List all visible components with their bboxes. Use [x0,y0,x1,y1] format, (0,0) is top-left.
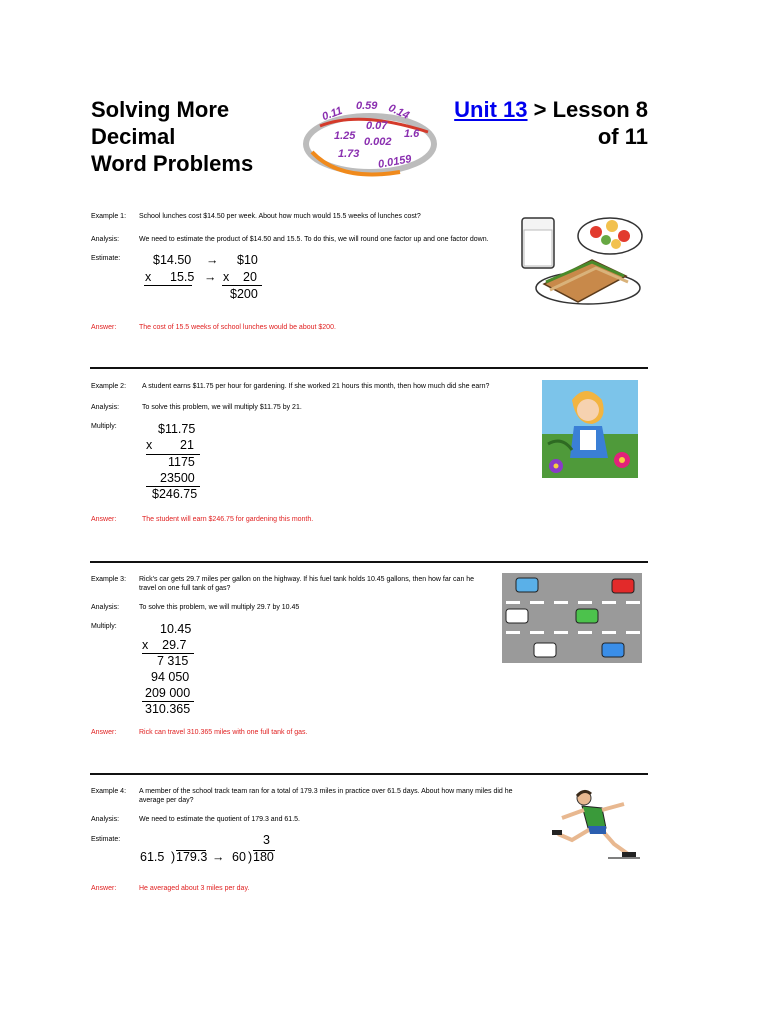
ex1-line2-left: 15.5 [170,270,195,284]
ex4-division-bracket-1: ) [171,850,176,864]
example-4-work-label: Estimate: [91,836,121,843]
logo-number: 0.14 [386,102,411,122]
ex2-line-1: $11.75 [158,422,196,436]
example-2-analysis: To solve this problem, we will multiply $11.75 by 21. [142,404,302,411]
page-title [91,96,331,177]
ex1-arrow-2: → [204,270,217,284]
lunch-image [516,210,644,310]
lesson-number: > Lesson 8 [533,97,648,122]
example-3-answer: Rick can travel 310.365 miles with one full tank of gas. [139,729,308,736]
highway-image [502,573,642,663]
title-line-1: Solving More [91,97,230,122]
ex1-line2-op-right: x [223,270,230,284]
runner-icon [548,788,642,862]
example-4-analysis-label: Analysis: [91,816,120,823]
example-3-label: Example 3: [91,576,127,583]
title-line-3: Word Problems [91,151,254,176]
example-2-label: Example 2: [91,383,127,390]
ex4-divisor-1: 61.5 [140,850,165,864]
ex1-line2-right: 20 [243,270,257,284]
logo-number: 1.6 [404,128,420,140]
ex4-arrow: → [212,850,225,864]
ex1-underline-right [222,285,262,286]
example-2-work-label: Multiply: [91,423,117,430]
ex1-line1-right: $10 [237,253,258,267]
lesson-of: of 11 [597,124,648,149]
example-4-text: A member of the school track team ran for a total of 179.3 miles in practice over 61.5 days. About how many miles did he average per day? [139,788,513,804]
ex4-division-bracket-2: ) [248,850,253,864]
ex4-quotient: 3 [263,833,270,847]
logo-number: 0.07 [366,120,388,132]
example-3-analysis: To solve this problem, we will multiply 29.7 by 10.45 [139,604,300,611]
example-1-analysis: We need to estimate the product of $14.50 and 15.5. To do this, we will round one factor up and one factor down. [139,236,489,243]
example-3-analysis-label: Analysis: [91,604,120,611]
lesson-line [428,96,648,123]
girl-gardening-icon [542,380,638,478]
example-3-work-label: Multiply: [91,623,117,630]
decimals-logo [300,96,440,182]
example-1-label: Example 1: [91,213,127,220]
ex3-line-1: 10.45 [160,622,192,636]
example-1-answer-label: Answer: [91,324,117,331]
example-4-label: Example 4: [91,788,127,795]
ex1-result: $200 [230,287,258,301]
ex3-line-4: 94 050 [151,670,190,684]
section-divider-1 [90,367,648,369]
ex3-line-3: 7 315 [157,654,189,668]
section-divider-2 [90,561,648,563]
example-1-work-label: Estimate: [91,255,121,262]
ex4-divisor-2: 60 [232,850,246,864]
ex1-line2-op-left: x [145,270,152,284]
example-4-analysis: We need to estimate the quotient of 179.3 and 61.5. [139,816,300,823]
highway-cars-icon [502,573,642,663]
example-1-answer: The cost of 15.5 weeks of school lunches would be about $200. [139,324,336,331]
logo-number: 0.11 [320,104,345,124]
lunch-sandwich-milk-icon [516,210,644,310]
ex2-line-5: $246.75 [152,487,198,501]
example-3-text: Rick's car gets 29.7 miles per gallon on the highway. If his fuel tank holds 10.45 gallons, then how far can he travel on one full tank of gas? [139,576,475,592]
example-2-answer: The student will earn $246.75 for gardening this month. [142,516,314,523]
ex2-line-3: 1175 [168,455,195,469]
ex1-arrow-1: → [206,253,219,267]
ex2-line-2: x 21 [146,438,194,452]
example-3-answer-label: Answer: [91,729,117,736]
ex4-dividend-1: 179.3 [176,850,208,864]
ex3-line-6: 310.365 [145,702,191,716]
unit-13-link[interactable]: Unit 13 [454,97,528,122]
logo-number: 1.25 [334,130,356,142]
ex4-dividend-2: 180 [253,850,274,864]
example-2-text: A student earns $11.75 per hour for gardening. If she worked 21 hours this month, then how much did she earn? [142,383,490,390]
example-2-answer-label: Answer: [91,516,117,523]
ex1-line1-left: $14.50 [153,253,192,267]
ex2-line-4: 23500 [160,471,195,485]
logo-number: 1.73 [338,148,360,160]
ex3-line-5: 209 000 [145,686,191,700]
title-line-2: Decimal [91,124,176,149]
logo-number: 0.59 [356,100,378,112]
example-1-analysis-label: Analysis: [91,236,120,243]
example-2-analysis-label: Analysis: [91,404,120,411]
example-4-answer-label: Answer: [91,885,117,892]
lesson-heading [428,96,648,150]
gardening-image [542,380,638,478]
ex1-underline-left [144,285,192,286]
example-4-answer: He averaged about 3 miles per day. [139,885,250,892]
logo-number: 0.002 [364,136,392,148]
example-1-text: School lunches cost $14.50 per week. About how much would 15.5 weeks of lunches cost? [139,213,421,220]
section-divider-3 [90,773,648,775]
runner-image [548,788,642,862]
logo-number: 0.0159 [377,153,413,171]
ex3-line-2: x 29.7 [142,638,187,652]
